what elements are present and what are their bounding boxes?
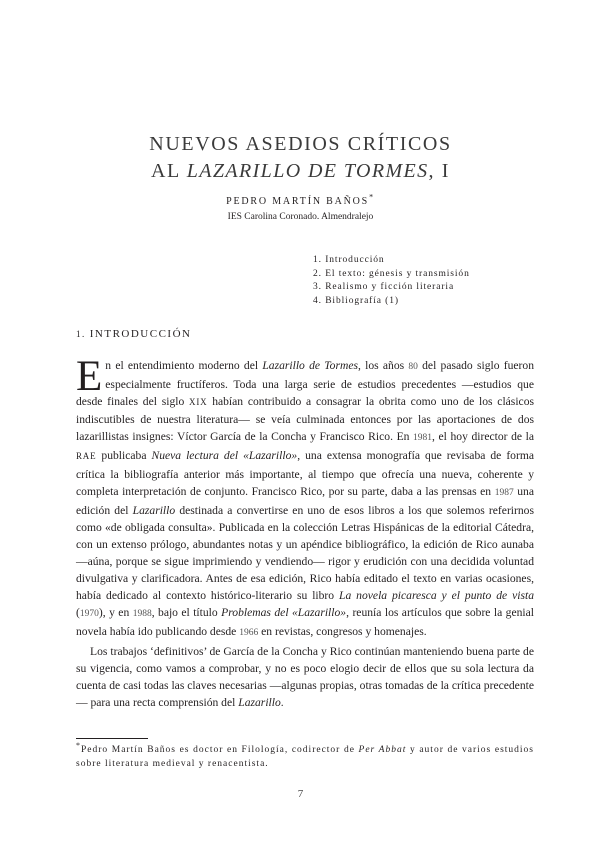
- title-line-2-prefix: AL: [151, 160, 187, 182]
- author-affiliation: IES Carolina Coronado. Almendralejo: [227, 212, 374, 222]
- title-line-2-suffix: , I: [428, 160, 450, 182]
- text-run: n el entendimiento moderno del: [105, 359, 263, 372]
- footnote: [76, 740, 534, 771]
- paragraph-1: [76, 353, 535, 643]
- author-footnote-mark[interactable]: *: [369, 192, 375, 202]
- number: 1981: [413, 433, 433, 444]
- section-title: INTRODUCCIÓN: [89, 328, 192, 340]
- toc-item[interactable]: 3. Realismo y ficción literaria: [313, 282, 455, 293]
- section-number: 1.: [76, 329, 86, 339]
- text-run: habían contribuido a consagrar la obrita como uno de los clásicos indiscutibles de nuestra literatura— se veía culminada entonces por las aportaciones de dos lazarillistas insignes: Víctor García de la Concha y Francisco Rico. En: [76, 395, 534, 444]
- number: 1988: [132, 609, 152, 620]
- text-run: y autor de varios estudios sobre literatura medieval y renacentista.: [76, 745, 534, 769]
- text-run: en revistas, congresos y homenajes.: [258, 625, 427, 639]
- italic-title: Nueva lectura del «Lazarillo»: [151, 449, 298, 463]
- text-run: publicaba: [96, 449, 152, 463]
- text-run: del pasado siglo fueron especialmente fructíferos. Toda una larga serie de estudios precedentes —estudios que desde finales del siglo: [76, 359, 534, 409]
- title-line-2: [0, 160, 601, 183]
- number: 1970: [79, 609, 99, 620]
- drop-cap: E: [76, 353, 103, 400]
- small-caps: XIX: [189, 397, 208, 408]
- toc-item[interactable]: 4. Bibliografía (1): [313, 295, 399, 306]
- text-run: ), y en: [98, 606, 133, 620]
- footnote-mark: *: [76, 740, 81, 750]
- text-run: , el hoy director de la: [432, 430, 534, 444]
- text-run: , una extensa monografía que revisaba de forma crítica la bibliografía anterior más importante, al tiempo que ofrecía una nueva, coherente y completa interpretación de conjunto. Francisco Rico, por su parte, daba a las prensas en: [76, 449, 534, 498]
- footnote-rule: [76, 738, 148, 739]
- small-caps: RAE: [76, 451, 97, 462]
- italic-title: Lazarillo: [238, 695, 281, 709]
- text-run: (: [76, 606, 80, 620]
- paragraph-2: [76, 643, 534, 711]
- italic-title: Per Abbat: [358, 745, 407, 755]
- text-run: una edición del: [76, 484, 535, 517]
- italic-title: Lazarillo de Tormes: [262, 359, 358, 372]
- text-run: Pedro Martín Baños es doctor en Filología, codirector de: [81, 745, 359, 755]
- italic-title: Problemas del «Lazarillo»: [221, 606, 347, 620]
- page-number: 7: [297, 788, 304, 800]
- text-run: Los trabajos ‘definitivos’ de García de la Concha y Rico continúan manteniendo buena parte de su vigencia, como vamos a comprobar, y no es poco elogio decir de ellos que su sola lectura da cuenta de casi todas las claves necesarias —algunas propias, otras tomadas de la crítica precedente— para una recta comprensión del: [76, 644, 534, 709]
- table-of-contents: [313, 254, 470, 308]
- italic-title: Lazarillo: [132, 503, 176, 517]
- text-run: , los años: [358, 359, 409, 372]
- toc-item[interactable]: 1. Introducción: [313, 255, 385, 265]
- title-line-1: [0, 133, 601, 156]
- number: 80: [408, 362, 418, 372]
- number: 1966: [239, 628, 259, 639]
- title-line-1-text: NUEVOS ASEDIOS CRÍTICOS: [149, 133, 452, 155]
- section-heading: [76, 328, 191, 340]
- author-line: [0, 192, 601, 207]
- number: 1987: [494, 487, 514, 498]
- text-run: .: [280, 695, 284, 709]
- text-run: destinada a convertirse en uno de esos libros a los que solemos referirnos como «de obligada consulta». Publicada en la colección Letras Hispánicas de la editorial Cátedra, con un extenso prólogo, abundantes notas y un apéndice bibliográfico, la edición de Rico aunaba —aúna, porque se sigue imprimiendo y vendiendo— rigor y erudición con una decidida voluntad divulgativa y clarificadora. Antes de esa edición, Rico había editado el texto en varias ocasiones, había dedicado al contexto histórico-literario su libro: [76, 503, 534, 603]
- italic-title: La novela picaresca y el punto de vista: [339, 589, 534, 603]
- text-run: , bajo el título: [151, 606, 222, 620]
- text-run: , reunía los artículos que sobre la genial novela había ido publicando desde: [76, 606, 535, 639]
- body-text: [76, 353, 535, 711]
- title-work-name: LAZARILLO DE TORMES: [186, 160, 429, 182]
- author-name: PEDRO MARTÍN BAÑOS: [226, 196, 370, 207]
- toc-item[interactable]: 2. El texto: génesis y transmisión: [313, 268, 470, 279]
